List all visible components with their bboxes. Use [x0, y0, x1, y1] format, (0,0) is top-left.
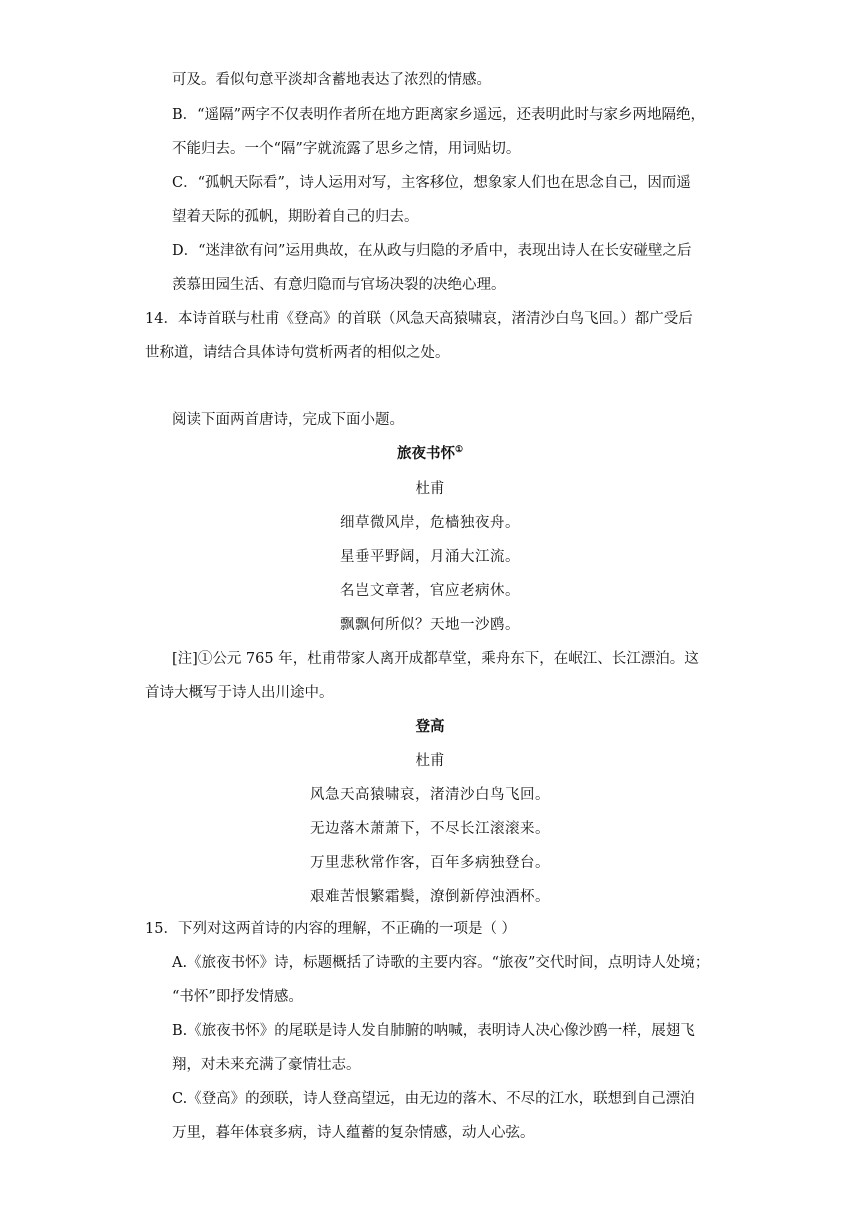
footnote-marker: ① [454, 445, 464, 456]
q14-stem-cont: 世称道，请结合具体诗句赏析两者的相似之处。 [145, 345, 450, 361]
poem-1-line: 细草微风岸，危樯独夜舟。 [340, 515, 520, 531]
q15-option-b: B.《旅夜书怀》的尾联是诗人发自肺腑的呐喊，表明诗人决心像沙鸥一样，展翅飞 [172, 1023, 695, 1039]
poem-1-line: 星垂平野阔，月涌大江流。 [340, 549, 520, 565]
reading-intro: 阅读下面两首唐诗，完成下面小题。 [172, 412, 404, 428]
poem-2-line: 万里悲秋常作客，百年多病独登台。 [310, 855, 550, 871]
q13-option-b-cont: 不能归去。一个“隔”字就流露了思乡之情，用词贴切。 [172, 141, 521, 157]
q15-option-b-cont: 翔，对未来充满了豪情壮志。 [172, 1057, 361, 1073]
q15-option-a: A.《旅夜书怀》诗，标题概括了诗歌的主要内容。“旅夜”交代时间，点明诗人处境； [172, 955, 710, 971]
poem-1-title [0, 444, 860, 464]
poem-1-note-cont: 首诗大概写于诗人出川途中。 [145, 685, 334, 701]
poem-1-note: [注]①公元 765 年，杜甫带家人离开成都草堂，乘舟东下，在岷江、长江漂泊。这 [172, 651, 699, 667]
poem-2-title: 登高 [415, 718, 445, 735]
q13-line: 可及。看似句意平淡却含蓄地表达了浓烈的情感。 [172, 72, 491, 88]
poem-2-line: 风急天高猿啸哀，渚清沙白鸟飞回。 [310, 787, 550, 803]
q13-option-d-cont: 羡慕田园生活、有意归隐而与官场决裂的决绝心理。 [172, 277, 506, 293]
poem-1-author: 杜甫 [415, 481, 445, 497]
q13-option-c: C．“孤帆天际看”，诗人运用对写，主客移位，想象家人们也在思念自己，因而遥 [172, 175, 691, 191]
poem-1-title-text: 旅夜书怀 [396, 445, 455, 462]
q13-option-b: B．“遥隔”两字不仅表明作者所在地方距离家乡遥远，还表明此时与家乡两地隔绝， [172, 107, 705, 123]
poem-1-line: 名岂文章著，官应老病休。 [340, 583, 520, 599]
q15-option-c-cont: 万里，暮年体衰多病，诗人蕴蓄的复杂情感，动人心弦。 [172, 1125, 535, 1141]
poem-2-author: 杜甫 [415, 753, 445, 769]
q15-option-c: C.《登高》的颈联，诗人登高望远，由无边的落木、不尽的江水，联想到自己漂泊 [172, 1091, 695, 1107]
q15-option-a-cont: “书怀”即抒发情感。 [172, 989, 303, 1005]
q13-option-c-cont: 望着天际的孤帆，期盼着自己的归去。 [172, 209, 419, 225]
q14-stem: 14．本诗首联与杜甫《登高》的首联（风急天高猿啸哀，渚清沙白鸟飞回。）都广受后 [145, 311, 693, 327]
q15-stem: 15．下列对这两首诗的内容的理解，不正确的一项是（ ） [145, 921, 517, 937]
poem-1-line: 飘飘何所似？天地一沙鸥。 [340, 617, 520, 633]
poem-2-line: 无边落木萧萧下，不尽长江滚滚来。 [310, 821, 550, 837]
poem-2-line: 艰难苦恨繁霜鬓，潦倒新停浊酒杯。 [310, 889, 550, 905]
q13-option-d: D．“迷津欲有问”运用典故，在从政与归隐的矛盾中，表现出诗人在长安碰壁之后 [172, 243, 692, 259]
